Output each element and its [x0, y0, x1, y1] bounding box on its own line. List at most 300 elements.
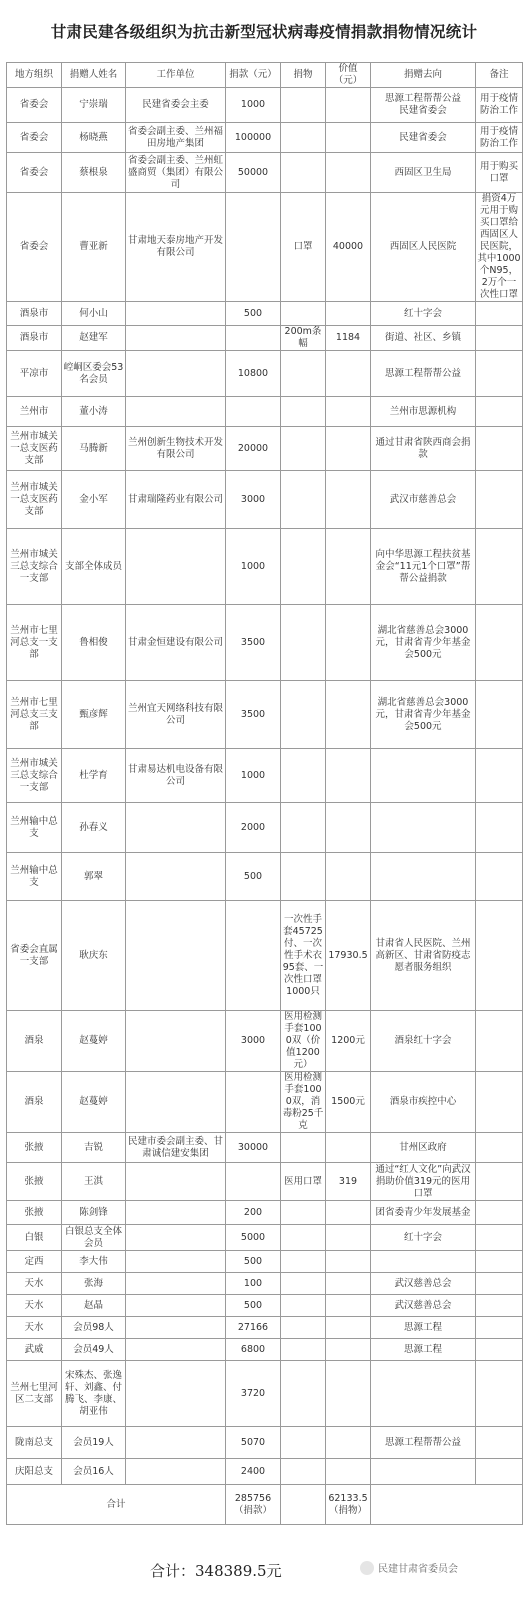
cell-unit: 省委会副主委、兰州福田房地产集团: [126, 123, 226, 153]
cell-org: 兰州市城关一总支医药支部: [7, 471, 62, 529]
cell-unit: [126, 529, 226, 605]
cell-org: 白银: [7, 1225, 62, 1251]
cell-item: [281, 1459, 326, 1485]
cell-item: [281, 853, 326, 901]
cell-money: [226, 397, 281, 427]
cell-value: [326, 1273, 371, 1295]
table-row: [7, 123, 523, 153]
page-title: 甘肃民建各级组织为抗击新型冠状病毒疫情捐款捐物情况统计: [50, 22, 478, 41]
cell-name: 蔡根泉: [62, 153, 126, 193]
cell-org: 兰州市七里河总支三支部: [7, 681, 62, 749]
cell-value: 319: [326, 1163, 371, 1201]
cell-money: 100: [226, 1273, 281, 1295]
cell-org: 兰州市城关三总支综合一支部: [7, 749, 62, 803]
cell-dest: 思源工程: [371, 1339, 476, 1361]
cell-money: 5070: [226, 1427, 281, 1459]
table-row: [7, 471, 523, 529]
cell-org: 省委会: [7, 193, 62, 302]
donation-table: [6, 62, 523, 1525]
cell-dest: 湖北省慈善总会3000元，甘肃省青少年基金会500元: [371, 605, 476, 681]
cell-value: [326, 605, 371, 681]
cell-dest: 街道、社区、乡镇: [371, 326, 476, 351]
cell-money: 50000: [226, 153, 281, 193]
table-row: [7, 529, 523, 605]
table-row: [7, 749, 523, 803]
cell-org: 定西: [7, 1251, 62, 1273]
cell-item: [281, 153, 326, 193]
cell-money: 2000: [226, 803, 281, 853]
subtotal-row: [7, 1485, 523, 1525]
cell-money: 10800: [226, 351, 281, 397]
table-row: [7, 302, 523, 326]
cell-money: 5000: [226, 1225, 281, 1251]
cell-money: 500: [226, 1295, 281, 1317]
cell-money: 1000: [226, 529, 281, 605]
cell-value: 1500元: [326, 1072, 371, 1133]
cell-note: [476, 803, 523, 853]
cell-org: 武威: [7, 1339, 62, 1361]
cell-value: [326, 1339, 371, 1361]
cell-item: [281, 471, 326, 529]
cell-item: [281, 1339, 326, 1361]
cell-item: [281, 605, 326, 681]
cell-money: 3000: [226, 471, 281, 529]
cell-unit: [126, 351, 226, 397]
cell-name: 宁崇瑞: [62, 88, 126, 123]
cell-item: [281, 1427, 326, 1459]
table-row: [7, 605, 523, 681]
cell-name: 王淇: [62, 1163, 126, 1201]
cell-note: [476, 1072, 523, 1133]
cell-unit: 甘肃地天泰房地产开发有限公司: [126, 193, 226, 302]
cell-money: [226, 901, 281, 1011]
cell-item: 口罩: [281, 193, 326, 302]
cell-name: 何小山: [62, 302, 126, 326]
cell-note: [476, 351, 523, 397]
table-row: [7, 853, 523, 901]
cell-unit: [126, 1459, 226, 1485]
table-row: [7, 681, 523, 749]
cell-item: [281, 397, 326, 427]
cell-note: [476, 1339, 523, 1361]
cell-unit: 甘肃易达机电设备有限公司: [126, 749, 226, 803]
table-row: [7, 1317, 523, 1339]
cell-unit: [126, 1201, 226, 1225]
cell-unit: [126, 803, 226, 853]
cell-item: [281, 681, 326, 749]
cell-org: 酒泉市: [7, 302, 62, 326]
cell-org: 酒泉: [7, 1011, 62, 1072]
table-row: [7, 1225, 523, 1251]
watermark-text: 民建甘肃省委员会: [378, 1564, 458, 1575]
cell-name: 赵蔓婷: [62, 1011, 126, 1072]
cell-org: 张掖: [7, 1201, 62, 1225]
cell-dest: 甘州区政府: [371, 1133, 476, 1163]
cell-note: [476, 1251, 523, 1273]
cell-name: 李大伟: [62, 1251, 126, 1273]
cell-value: [326, 853, 371, 901]
cell-unit: 甘肃金恒建设有限公司: [126, 605, 226, 681]
table-row: [7, 1251, 523, 1273]
cell-name: 赵蔓婷: [62, 1072, 126, 1133]
cell-value: [326, 1361, 371, 1427]
cell-note: [476, 605, 523, 681]
cell-name: 曹亚新: [62, 193, 126, 302]
cell-note: [476, 1225, 523, 1251]
cell-item: [281, 749, 326, 803]
cell-dest: 西固区卫生局: [371, 153, 476, 193]
cell-unit: [126, 1072, 226, 1133]
cell-money: 30000: [226, 1133, 281, 1163]
cell-item: [281, 1295, 326, 1317]
watermark: [360, 1560, 458, 1575]
table-row: [7, 88, 523, 123]
cell-unit: [126, 853, 226, 901]
cell-unit: [126, 1163, 226, 1201]
col-money: 捐款（元）: [226, 63, 281, 88]
cell-item: 医用检测手套1000双（价值1200元）: [281, 1011, 326, 1072]
cell-value: [326, 397, 371, 427]
cell-value: [326, 427, 371, 471]
col-item: 捐物: [281, 63, 326, 88]
cell-note: [476, 853, 523, 901]
table-row: [7, 351, 523, 397]
cell-item: [281, 1273, 326, 1295]
cell-org: 平凉市: [7, 351, 62, 397]
cell-dest: [371, 1251, 476, 1273]
table-row: [7, 1339, 523, 1361]
col-dest: 捐赠去向: [371, 63, 476, 88]
cell-dest: 思源工程帮帮公益: [371, 1427, 476, 1459]
cell-dest: [371, 803, 476, 853]
cell-item: [281, 529, 326, 605]
cell-item: 医用口罩: [281, 1163, 326, 1201]
cell-org: 天水: [7, 1295, 62, 1317]
cell-money: 27166: [226, 1317, 281, 1339]
cell-note: [476, 1133, 523, 1163]
cell-name: 会员16人: [62, 1459, 126, 1485]
cell-unit: [126, 1273, 226, 1295]
cell-org: 兰州输中总支: [7, 803, 62, 853]
cell-unit: [126, 1251, 226, 1273]
cell-org: 酒泉市: [7, 326, 62, 351]
cell-item: [281, 1317, 326, 1339]
cell-dest: [371, 1459, 476, 1485]
cell-unit: [126, 1427, 226, 1459]
col-note: 备注: [476, 63, 523, 88]
table-row: [7, 427, 523, 471]
cell-dest: 通过甘肃省陕西商会捐款: [371, 427, 476, 471]
cell-note: [476, 471, 523, 529]
cell-name: 杨晓燕: [62, 123, 126, 153]
cell-dest: 武汉慈善总会: [371, 1295, 476, 1317]
cell-item: [281, 1133, 326, 1163]
cell-note: 用于购买口罩: [476, 153, 523, 193]
cell-money: [226, 1163, 281, 1201]
cell-note: [476, 1459, 523, 1485]
cell-money: 1000: [226, 88, 281, 123]
cell-org: 兰州七里河区二支部: [7, 1361, 62, 1427]
subtotal-value: 62133.5（捐物）: [326, 1485, 371, 1525]
cell-name: 郭翠: [62, 853, 126, 901]
cell-note: [476, 326, 523, 351]
cell-name: 甄彦辉: [62, 681, 126, 749]
cell-name: 吉锐: [62, 1133, 126, 1163]
cell-value: [326, 88, 371, 123]
cell-item: 医用检测手套1000双，消毒粉25千克: [281, 1072, 326, 1133]
cell-name: 张海: [62, 1273, 126, 1295]
cell-unit: 兰州创新生物技术开发有限公司: [126, 427, 226, 471]
cell-money: 500: [226, 1251, 281, 1273]
cell-org: 省委会: [7, 153, 62, 193]
cell-money: [226, 1072, 281, 1133]
cell-dest: 思源工程: [371, 1317, 476, 1339]
cell-note: [476, 1273, 523, 1295]
cell-note: [476, 901, 523, 1011]
cell-value: [326, 1201, 371, 1225]
table-row: [7, 1163, 523, 1201]
cell-money: 2400: [226, 1459, 281, 1485]
cell-org: 天水: [7, 1317, 62, 1339]
cell-name: 鲁相俊: [62, 605, 126, 681]
cell-note: [476, 1295, 523, 1317]
subtotal-money: 285756（捐款）: [226, 1485, 281, 1525]
cell-name: 赵建军: [62, 326, 126, 351]
cell-org: 兰州市城关一总支医药支部: [7, 427, 62, 471]
cell-org: 酒泉: [7, 1072, 62, 1133]
cell-money: 200: [226, 1201, 281, 1225]
cell-name: 会员19人: [62, 1427, 126, 1459]
cell-money: 6800: [226, 1339, 281, 1361]
cell-value: [326, 471, 371, 529]
cell-item: [281, 427, 326, 471]
subtotal-label: 合计: [7, 1485, 226, 1525]
table-row: [7, 326, 523, 351]
cell-money: 500: [226, 302, 281, 326]
cell-dest: 民建省委会: [371, 123, 476, 153]
cell-note: 用于疫情防治工作: [476, 123, 523, 153]
cell-value: [326, 749, 371, 803]
cell-note: [476, 397, 523, 427]
cell-name: 孙春义: [62, 803, 126, 853]
table-row: [7, 153, 523, 193]
cell-value: [326, 1133, 371, 1163]
cell-org: 张掖: [7, 1163, 62, 1201]
cell-value: 40000: [326, 193, 371, 302]
cell-note: [476, 427, 523, 471]
cell-dest: 红十字会: [371, 302, 476, 326]
cell-dest: 通过“红人文化”向武汉捐助价值319元的医用口罩: [371, 1163, 476, 1201]
cell-dest: 酒泉市疾控中心: [371, 1072, 476, 1133]
cell-dest: 团省委青少年发展基金: [371, 1201, 476, 1225]
cell-unit: 兰州宜天网络科技有限公司: [126, 681, 226, 749]
cell-note: 用于疫情防治工作: [476, 88, 523, 123]
cell-note: [476, 1427, 523, 1459]
cell-dest: 酒泉红十字会: [371, 1011, 476, 1072]
cell-org: 兰州市: [7, 397, 62, 427]
cell-value: [326, 1251, 371, 1273]
cell-org: 兰州输中总支: [7, 853, 62, 901]
cell-item: 一次性手套45725付、一次性手术衣95套、一次性口罩1000只: [281, 901, 326, 1011]
cell-item: [281, 1225, 326, 1251]
cell-name: 支部全体成员: [62, 529, 126, 605]
cell-name: 崆峒区委会53名会员: [62, 351, 126, 397]
cell-value: [326, 1225, 371, 1251]
cell-value: 1184: [326, 326, 371, 351]
cell-value: [326, 351, 371, 397]
cell-note: [476, 302, 523, 326]
cell-org: 庆阳总支: [7, 1459, 62, 1485]
table-row: [7, 193, 523, 302]
cell-note: [476, 749, 523, 803]
cell-value: [326, 1459, 371, 1485]
cell-value: [326, 153, 371, 193]
cell-unit: [126, 397, 226, 427]
cell-money: 3500: [226, 681, 281, 749]
cell-unit: [126, 1295, 226, 1317]
cell-money: 100000: [226, 123, 281, 153]
cell-name: 耿庆东: [62, 901, 126, 1011]
cell-value: [326, 681, 371, 749]
cell-unit: [126, 326, 226, 351]
cell-item: [281, 123, 326, 153]
cell-note: [476, 681, 523, 749]
cell-item: [281, 803, 326, 853]
cell-dest: 思源工程帮帮公益: [371, 351, 476, 397]
cell-money: 1000: [226, 749, 281, 803]
table-row: [7, 1072, 523, 1133]
cell-unit: 民建省委会主委: [126, 88, 226, 123]
table-row: [7, 803, 523, 853]
cell-unit: [126, 1225, 226, 1251]
cell-note: [476, 1163, 523, 1201]
cell-money: 20000: [226, 427, 281, 471]
cell-note: [476, 1201, 523, 1225]
cell-item: [281, 1251, 326, 1273]
cell-dest: [371, 749, 476, 803]
cell-note: [476, 529, 523, 605]
table-row: [7, 1361, 523, 1427]
cell-unit: [126, 1339, 226, 1361]
cell-org: 陇南总支: [7, 1427, 62, 1459]
cell-unit: [126, 302, 226, 326]
col-unit: 工作单位: [126, 63, 226, 88]
cell-name: 白银总支全体会员: [62, 1225, 126, 1251]
table-row: [7, 1459, 523, 1485]
table-row: [7, 397, 523, 427]
cell-dest: 武汉市慈善总会: [371, 471, 476, 529]
cell-value: [326, 1295, 371, 1317]
cell-name: 杜学育: [62, 749, 126, 803]
table-row: [7, 1011, 523, 1072]
cell-item: [281, 302, 326, 326]
table-row: [7, 901, 523, 1011]
cell-value: [326, 803, 371, 853]
cell-value: [326, 302, 371, 326]
cell-note: [476, 1361, 523, 1427]
cell-money: 500: [226, 853, 281, 901]
cell-name: 马腾新: [62, 427, 126, 471]
cell-money: [226, 326, 281, 351]
cell-org: 兰州市城关三总支综合一支部: [7, 529, 62, 605]
cell-item: [281, 88, 326, 123]
cell-dest: 湖北省慈善总会3000元，甘肃省青少年基金会500元: [371, 681, 476, 749]
cell-name: 会员98人: [62, 1317, 126, 1339]
cell-item: 200m条幅: [281, 326, 326, 351]
cell-dest: 兰州市思源机构: [371, 397, 476, 427]
cell-org: 省委会直属一支部: [7, 901, 62, 1011]
cell-unit: 民建市委会副主委、甘肃诚信建安集团: [126, 1133, 226, 1163]
cell-org: 天水: [7, 1273, 62, 1295]
cell-name: 宋殊杰、张逸轩、刘鑫、付腾飞、李康、胡亚伟: [62, 1361, 126, 1427]
cell-money: 3500: [226, 605, 281, 681]
cell-dest: 武汉慈善总会: [371, 1273, 476, 1295]
wechat-icon: [360, 1561, 374, 1575]
cell-dest: 甘肃省人民医院、兰州高新区、甘肃省防疫志愿者服务组织: [371, 901, 476, 1011]
cell-note: [476, 1011, 523, 1072]
cell-value: [326, 1427, 371, 1459]
subtotal-empty-2: [371, 1485, 523, 1525]
cell-note: [476, 1317, 523, 1339]
table-row: [7, 1201, 523, 1225]
cell-name: 会员49人: [62, 1339, 126, 1361]
cell-org: 张掖: [7, 1133, 62, 1163]
grand-total: 合计：348389.5元: [150, 1561, 282, 1580]
table-header-row: [7, 63, 523, 88]
cell-item: [281, 351, 326, 397]
table-row: [7, 1295, 523, 1317]
cell-value: 1200元: [326, 1011, 371, 1072]
subtotal-empty: [281, 1485, 326, 1525]
cell-value: [326, 1317, 371, 1339]
cell-unit: [126, 1361, 226, 1427]
cell-dest: 红十字会: [371, 1225, 476, 1251]
cell-dest: [371, 1361, 476, 1427]
cell-value: [326, 123, 371, 153]
cell-money: [226, 193, 281, 302]
cell-org: 兰州市七里河总支一支部: [7, 605, 62, 681]
col-value: 价值（元）: [326, 63, 371, 88]
col-org: 地方组织: [7, 63, 62, 88]
cell-note: 捐资4万元用于购买口罩给西固区人民医院，其中1000个N95，2万个一次性口罩: [477, 193, 521, 300]
cell-name: 陈剑锋: [62, 1201, 126, 1225]
cell-name: 赵晶: [62, 1295, 126, 1317]
cell-org: 省委会: [7, 88, 62, 123]
cell-name: 金小军: [62, 471, 126, 529]
col-name: 捐赠人姓名: [62, 63, 126, 88]
table-row: [7, 1273, 523, 1295]
cell-name: 董小涛: [62, 397, 126, 427]
cell-org: 省委会: [7, 123, 62, 153]
cell-dest: 西固区人民医院: [371, 193, 476, 302]
cell-unit: 甘肃瑞隆药业有限公司: [126, 471, 226, 529]
cell-dest: 思源工程帮帮公益 民建省委会: [371, 88, 476, 123]
cell-item: [281, 1361, 326, 1427]
cell-unit: [126, 901, 226, 1011]
cell-unit: [126, 1317, 226, 1339]
cell-dest: 向中华思源工程扶贫基金会“11元1个口罩”帮帮公益捐款: [371, 529, 476, 605]
table-row: [7, 1427, 523, 1459]
cell-money: 3720: [226, 1361, 281, 1427]
cell-value: [326, 529, 371, 605]
cell-dest: [371, 853, 476, 901]
cell-money: 3000: [226, 1011, 281, 1072]
cell-value: 17930.5: [326, 901, 371, 1011]
table-row: [7, 1133, 523, 1163]
cell-item: [281, 1201, 326, 1225]
cell-unit: 省委会副主委、兰州虹盛商贸（集团）有限公司: [126, 153, 226, 193]
cell-unit: [126, 1011, 226, 1072]
